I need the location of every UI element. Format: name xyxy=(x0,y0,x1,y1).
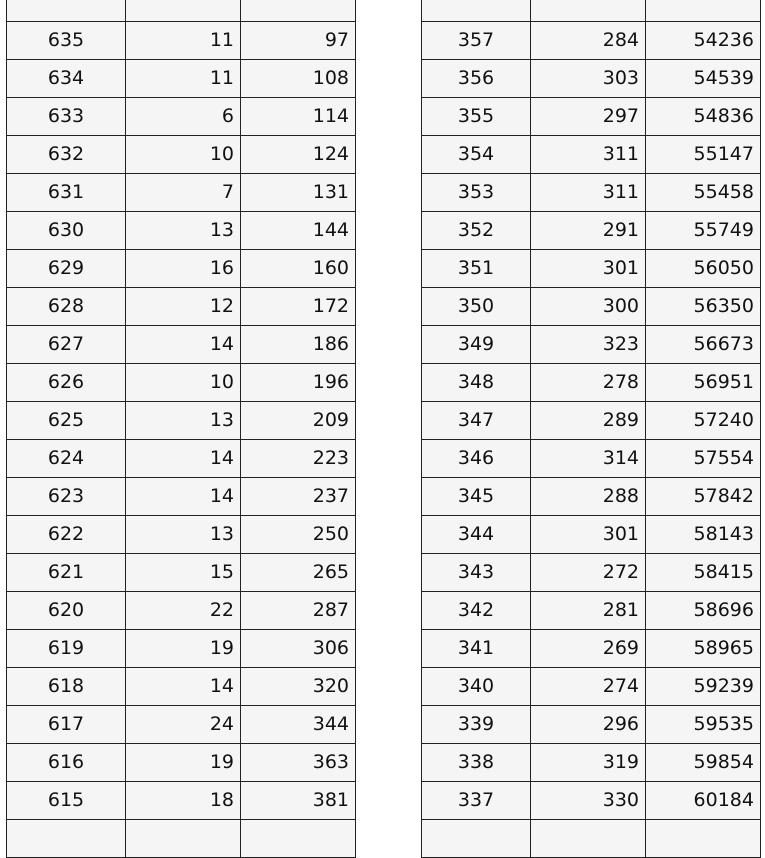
table-row xyxy=(422,364,761,402)
count-cell: 19 xyxy=(126,630,241,668)
cumulative-cell: 58696 xyxy=(646,592,761,630)
count-cell: 13 xyxy=(126,402,241,440)
count-cell: 323 xyxy=(531,326,646,364)
table-row xyxy=(7,706,356,744)
table-row xyxy=(7,440,356,478)
score-cell: 627 xyxy=(7,326,126,364)
cumulative-cell: 144 xyxy=(241,212,356,250)
table-row xyxy=(7,174,356,212)
score-cell: 621 xyxy=(7,554,126,592)
count-cell: 314 xyxy=(531,440,646,478)
table-row xyxy=(7,288,356,326)
score-cell: 346 xyxy=(422,440,531,478)
table-row xyxy=(422,592,761,630)
cumulative-cell xyxy=(241,820,356,857)
score-cell: 338 xyxy=(422,744,531,782)
table-row xyxy=(422,402,761,440)
table-row xyxy=(422,630,761,668)
count-cell: 319 xyxy=(531,744,646,782)
cumulative-cell: 57842 xyxy=(646,478,761,516)
cumulative-cell: 56673 xyxy=(646,326,761,364)
cumulative-cell: 97 xyxy=(241,22,356,60)
score-table-left xyxy=(6,0,356,858)
score-cell: 355 xyxy=(422,98,531,136)
table-row xyxy=(422,98,761,136)
cumulative-cell: 58415 xyxy=(646,554,761,592)
score-cell: 351 xyxy=(422,250,531,288)
score-cell xyxy=(7,820,126,857)
count-cell: 24 xyxy=(126,706,241,744)
count-cell: 13 xyxy=(126,516,241,554)
score-cell: 337 xyxy=(422,782,531,820)
table-row xyxy=(7,136,356,174)
cumulative-cell: 59854 xyxy=(646,744,761,782)
count-cell: 22 xyxy=(126,592,241,630)
table-row xyxy=(422,516,761,554)
count-cell: 7 xyxy=(126,174,241,212)
score-cell: 354 xyxy=(422,136,531,174)
cumulative-cell: 250 xyxy=(241,516,356,554)
table-row xyxy=(422,136,761,174)
cumulative-cell: 196 xyxy=(241,364,356,402)
score-cell: 345 xyxy=(422,478,531,516)
table-row xyxy=(422,326,761,364)
table-row xyxy=(422,478,761,516)
cumulative-cell: 54836 xyxy=(646,98,761,136)
count-cell: 300 xyxy=(531,288,646,326)
score-cell: 634 xyxy=(7,60,126,98)
table-row xyxy=(422,250,761,288)
cumulative-cell: 59535 xyxy=(646,706,761,744)
count-cell: 301 xyxy=(531,516,646,554)
table-row xyxy=(7,592,356,630)
table-row xyxy=(7,744,356,782)
table-row xyxy=(7,630,356,668)
score-cell: 353 xyxy=(422,174,531,212)
score-cell: 356 xyxy=(422,60,531,98)
cumulative-cell: 381 xyxy=(241,782,356,820)
score-cell: 341 xyxy=(422,630,531,668)
cumulative-cell: 60184 xyxy=(646,782,761,820)
table-row xyxy=(422,288,761,326)
score-cell: 620 xyxy=(7,592,126,630)
score-cell: 344 xyxy=(422,516,531,554)
count-cell: 12 xyxy=(126,288,241,326)
cumulative-cell: 209 xyxy=(241,402,356,440)
score-cell: 347 xyxy=(422,402,531,440)
table-row xyxy=(422,820,761,857)
score-cell xyxy=(422,820,531,857)
score-cell: 635 xyxy=(7,22,126,60)
count-cell: 330 xyxy=(531,782,646,820)
cumulative-cell: 57554 xyxy=(646,440,761,478)
count-cell: 11 xyxy=(126,22,241,60)
count-cell: 16 xyxy=(126,250,241,288)
count-cell: 281 xyxy=(531,592,646,630)
cumulative-cell: 223 xyxy=(241,440,356,478)
table-row xyxy=(7,98,356,136)
score-cell: 616 xyxy=(7,744,126,782)
table-row xyxy=(422,60,761,98)
count-cell: 18 xyxy=(126,782,241,820)
score-cell: 626 xyxy=(7,364,126,402)
count-cell: 10 xyxy=(126,136,241,174)
count-cell: 301 xyxy=(531,250,646,288)
cumulative-cell: 131 xyxy=(241,174,356,212)
score-cell: 615 xyxy=(7,782,126,820)
score-cell: 350 xyxy=(422,288,531,326)
score-cell: 632 xyxy=(7,136,126,174)
score-cell: 619 xyxy=(7,630,126,668)
cumulative-cell: 59239 xyxy=(646,668,761,706)
count-cell: 14 xyxy=(126,440,241,478)
score-cell: 340 xyxy=(422,668,531,706)
cumulative-cell: 237 xyxy=(241,478,356,516)
table-row xyxy=(7,478,356,516)
cumulative-cell: 55147 xyxy=(646,136,761,174)
count-cell: 269 xyxy=(531,630,646,668)
cumulative-cell: 57240 xyxy=(646,402,761,440)
table-row xyxy=(7,364,356,402)
count-cell: 19 xyxy=(126,744,241,782)
score-cell: 343 xyxy=(422,554,531,592)
score-cell: 357 xyxy=(422,22,531,60)
table-row xyxy=(7,516,356,554)
count-cell: 274 xyxy=(531,668,646,706)
score-cell: 628 xyxy=(7,288,126,326)
score-cell: 349 xyxy=(422,326,531,364)
score-cell: 623 xyxy=(7,478,126,516)
table-row xyxy=(422,744,761,782)
score-cell: 631 xyxy=(7,174,126,212)
cumulative-cell: 54539 xyxy=(646,60,761,98)
count-cell: 303 xyxy=(531,60,646,98)
cumulative-cell: 363 xyxy=(241,744,356,782)
cumulative-cell: 124 xyxy=(241,136,356,174)
score-table-right xyxy=(421,0,761,858)
count-cell xyxy=(126,820,241,857)
score-cell: 625 xyxy=(7,402,126,440)
cumulative-cell xyxy=(646,0,761,22)
score-cell: 618 xyxy=(7,668,126,706)
cumulative-cell: 56350 xyxy=(646,288,761,326)
count-cell xyxy=(126,0,241,22)
table-row xyxy=(7,326,356,364)
table-row xyxy=(7,402,356,440)
cumulative-cell: 58143 xyxy=(646,516,761,554)
count-cell: 278 xyxy=(531,364,646,402)
table-row xyxy=(7,820,356,857)
count-cell: 296 xyxy=(531,706,646,744)
table-row xyxy=(422,22,761,60)
score-cell: 339 xyxy=(422,706,531,744)
table-row xyxy=(422,554,761,592)
count-cell: 6 xyxy=(126,98,241,136)
cumulative-cell: 56951 xyxy=(646,364,761,402)
cumulative-cell: 55458 xyxy=(646,174,761,212)
count-cell: 14 xyxy=(126,668,241,706)
count-cell: 14 xyxy=(126,478,241,516)
count-cell xyxy=(531,0,646,22)
table-row xyxy=(7,212,356,250)
cumulative-cell: 114 xyxy=(241,98,356,136)
table-row xyxy=(7,0,356,22)
count-cell: 311 xyxy=(531,174,646,212)
score-cell: 617 xyxy=(7,706,126,744)
count-cell: 288 xyxy=(531,478,646,516)
cumulative-cell: 344 xyxy=(241,706,356,744)
cumulative-cell: 54236 xyxy=(646,22,761,60)
table-row xyxy=(422,174,761,212)
table-row xyxy=(7,554,356,592)
cumulative-cell: 287 xyxy=(241,592,356,630)
count-cell: 13 xyxy=(126,212,241,250)
count-cell: 10 xyxy=(126,364,241,402)
count-cell: 297 xyxy=(531,98,646,136)
count-cell: 284 xyxy=(531,22,646,60)
cumulative-cell: 186 xyxy=(241,326,356,364)
count-cell: 311 xyxy=(531,136,646,174)
table-row xyxy=(422,0,761,22)
count-cell: 289 xyxy=(531,402,646,440)
table-row xyxy=(7,782,356,820)
table-row xyxy=(422,782,761,820)
score-cell: 342 xyxy=(422,592,531,630)
table-row xyxy=(7,668,356,706)
cumulative-cell: 160 xyxy=(241,250,356,288)
cumulative-cell xyxy=(241,0,356,22)
count-cell: 291 xyxy=(531,212,646,250)
cumulative-cell xyxy=(646,820,761,857)
cumulative-cell: 56050 xyxy=(646,250,761,288)
score-cell: 630 xyxy=(7,212,126,250)
score-cell xyxy=(422,0,531,22)
table-row xyxy=(7,60,356,98)
count-cell xyxy=(531,820,646,857)
table-row xyxy=(7,250,356,288)
count-cell: 11 xyxy=(126,60,241,98)
table-row xyxy=(7,22,356,60)
score-cell: 622 xyxy=(7,516,126,554)
cumulative-cell: 108 xyxy=(241,60,356,98)
score-cell: 633 xyxy=(7,98,126,136)
score-cell xyxy=(7,0,126,22)
cumulative-cell: 320 xyxy=(241,668,356,706)
table-row xyxy=(422,440,761,478)
score-cell: 629 xyxy=(7,250,126,288)
count-cell: 15 xyxy=(126,554,241,592)
table-row xyxy=(422,706,761,744)
score-cell: 352 xyxy=(422,212,531,250)
table-row xyxy=(422,212,761,250)
table-row xyxy=(422,668,761,706)
score-cell: 348 xyxy=(422,364,531,402)
cumulative-cell: 55749 xyxy=(646,212,761,250)
score-cell: 624 xyxy=(7,440,126,478)
count-cell: 272 xyxy=(531,554,646,592)
cumulative-cell: 172 xyxy=(241,288,356,326)
cumulative-cell: 58965 xyxy=(646,630,761,668)
cumulative-cell: 306 xyxy=(241,630,356,668)
cumulative-cell: 265 xyxy=(241,554,356,592)
count-cell: 14 xyxy=(126,326,241,364)
